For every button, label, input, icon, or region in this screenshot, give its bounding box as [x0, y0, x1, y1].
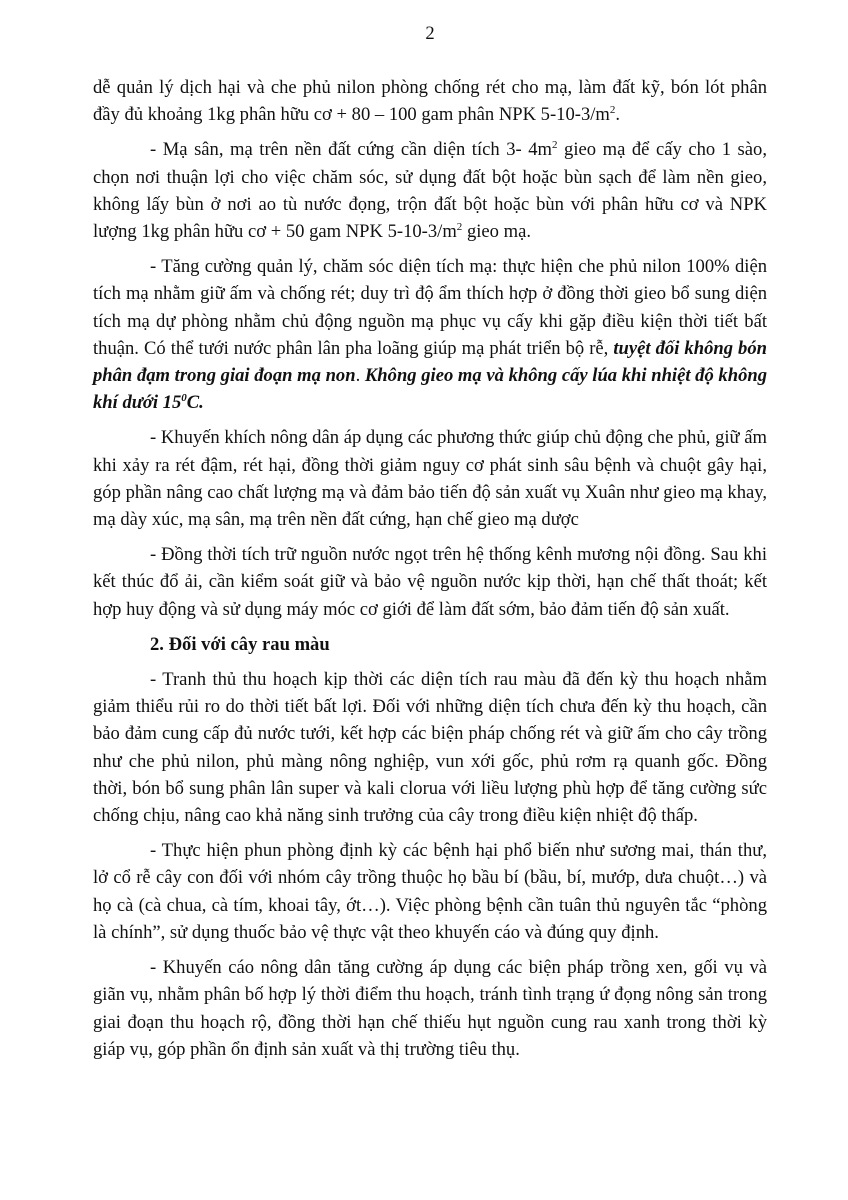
paragraph-text: dễ quản lý dịch hại và che phủ nilon phòng chống rét cho mạ, làm đất kỹ, bón lót phân đầy đủ khoảng 1kg phân hữu cơ + 80 – 100 gam phân NPK 5-10-3/m	[93, 77, 767, 126]
paragraph-text: .	[355, 365, 365, 387]
emphasis-text: C.	[186, 392, 204, 414]
paragraph-text: - Tăng cường quản lý, chăm sóc diện tích mạ: thực hiện che phủ nilon 100% diện tích mạ nhằm giữ ấm và chống rét; duy trì độ ẩm thích hợp ở đồng thời gieo bổ sung diện tích mạ dự phòng nhằm chủ động nguồn mạ phục vụ cấy khi gặp điều kiện thời tiết bất thuận. Có thể tưới nước phân lân pha loãng giúp mạ phát triển bộ rễ,	[93, 256, 767, 359]
paragraph-encourage-farmers: - Khuyến khích nông dân áp dụng các phương thức giúp chủ động che phủ, giữ ấm khi xảy ra rét đậm, rét hại, đồng thời giảm nguy cơ phát sinh sâu bệnh và chuột gây hại, góp phần nâng cao chất lượng mạ và đảm bảo tiến độ sản xuất vụ Xuân như gieo mạ khay, mạ dày xúc, mạ sân, mạ trên nền đất cứng, hạn chế gieo mạ dược	[93, 427, 767, 531]
document-body	[93, 74, 767, 1063]
paragraph-text: gieo mạ.	[462, 221, 531, 243]
emphasis-text: tuyệt đối không bón phân đạm trong giai đoạn mạ non	[93, 337, 767, 387]
paragraph-water-storage: - Đồng thời tích trữ nguồn nước ngọt trên hệ thống kênh mương nội đồng. Sau khi kết thúc đổ ải, cần kiểm soát giữ và bảo vệ nguồn nước kịp thời, hạn chế thất thoát; kết hợp huy động và sử dụng máy móc cơ giới để làm đất sớm, bảo đảm tiến độ sản xuất.	[93, 544, 767, 620]
paragraph-continuation	[93, 74, 767, 128]
paragraph-seedbed-yard	[93, 136, 767, 245]
superscript: 2	[456, 220, 463, 233]
paragraph-text: .	[615, 104, 621, 126]
section-heading: 2. Đối với cây rau màu	[150, 633, 330, 655]
paragraph-disease-prevention: - Thực hiện phun phòng định kỳ các bệnh hại phổ biến như sương mai, thán thư, lở cổ rễ cây con đối với nhóm cây trồng thuộc họ bầu bí (bầu, bí, mướp, dưa chuột…) và họ cà (cà chua, cà tím, khoai tây, ớt…). Việc phòng bệnh cần tuân thủ nguyên tắc “phòng là chính”, sử dụng thuốc bảo vệ thực vật theo khuyến cáo và đúng quy định.	[93, 840, 767, 943]
paragraph-seedling-care	[93, 253, 767, 416]
superscript: 2	[552, 139, 558, 152]
superscript: 0	[181, 392, 187, 405]
superscript: 2	[609, 104, 616, 117]
paragraph-text: gieo mạ để cấy cho 1 sào, chọn nơi thuận lợi cho việc chăm sóc, sử dụng đất bột hoặc bùn sạch để làm nền gieo, không lấy bùn ở nơi ao tù nước đọng, trộn đất bột hoặc bùn với phân hữu cơ và NPK lượng 1kg phân hữu cơ + 50 gam NPK 5-10-3/m	[93, 139, 767, 243]
page-number: 2	[425, 23, 435, 44]
paragraph-harvest: - Tranh thủ thu hoạch kịp thời các diện tích rau màu đã đến kỳ thu hoạch nhằm giảm thiểu rủi ro do thời tiết bất lợi. Đối với những diện tích chưa đến kỳ thu hoạch, cần bảo đảm cung cấp đủ nước tưới, kết hợp các biện pháp chống rét và giữ ấm cho cây trồng như che phủ nilon, phủ màng nông nghiệp, vun xới gốc, phủ rơm rạ quanh gốc. Đồng thời, bón bổ sung phân lân super và kali clorua với liều lượng phù hợp để tăng cường sức chống chịu, nâng cao khả năng sinh trưởng của cây trong điều kiện nhiệt độ thấp.	[93, 669, 767, 827]
paragraph-text: - Mạ sân, mạ trên nền đất cứng cần diện tích 3- 4m	[150, 139, 553, 161]
paragraph-intercropping: - Khuyến cáo nông dân tăng cường áp dụng các biện pháp trồng xen, gối vụ và giãn vụ, nhằm phân bố hợp lý thời điểm thu hoạch, tránh tình trạng ứ đọng nông sản trong giai đoạn thu hoạch rộ, đồng thời hạn chế thiếu hụt nguồn cung rau xanh trong thời kỳ giáp vụ, góp phần ổn định sản xuất và thị trường tiêu thụ.	[93, 957, 767, 1060]
emphasis-text: Không gieo mạ và không cấy lúa khi nhiệt độ không khí dưới 15	[93, 365, 767, 414]
